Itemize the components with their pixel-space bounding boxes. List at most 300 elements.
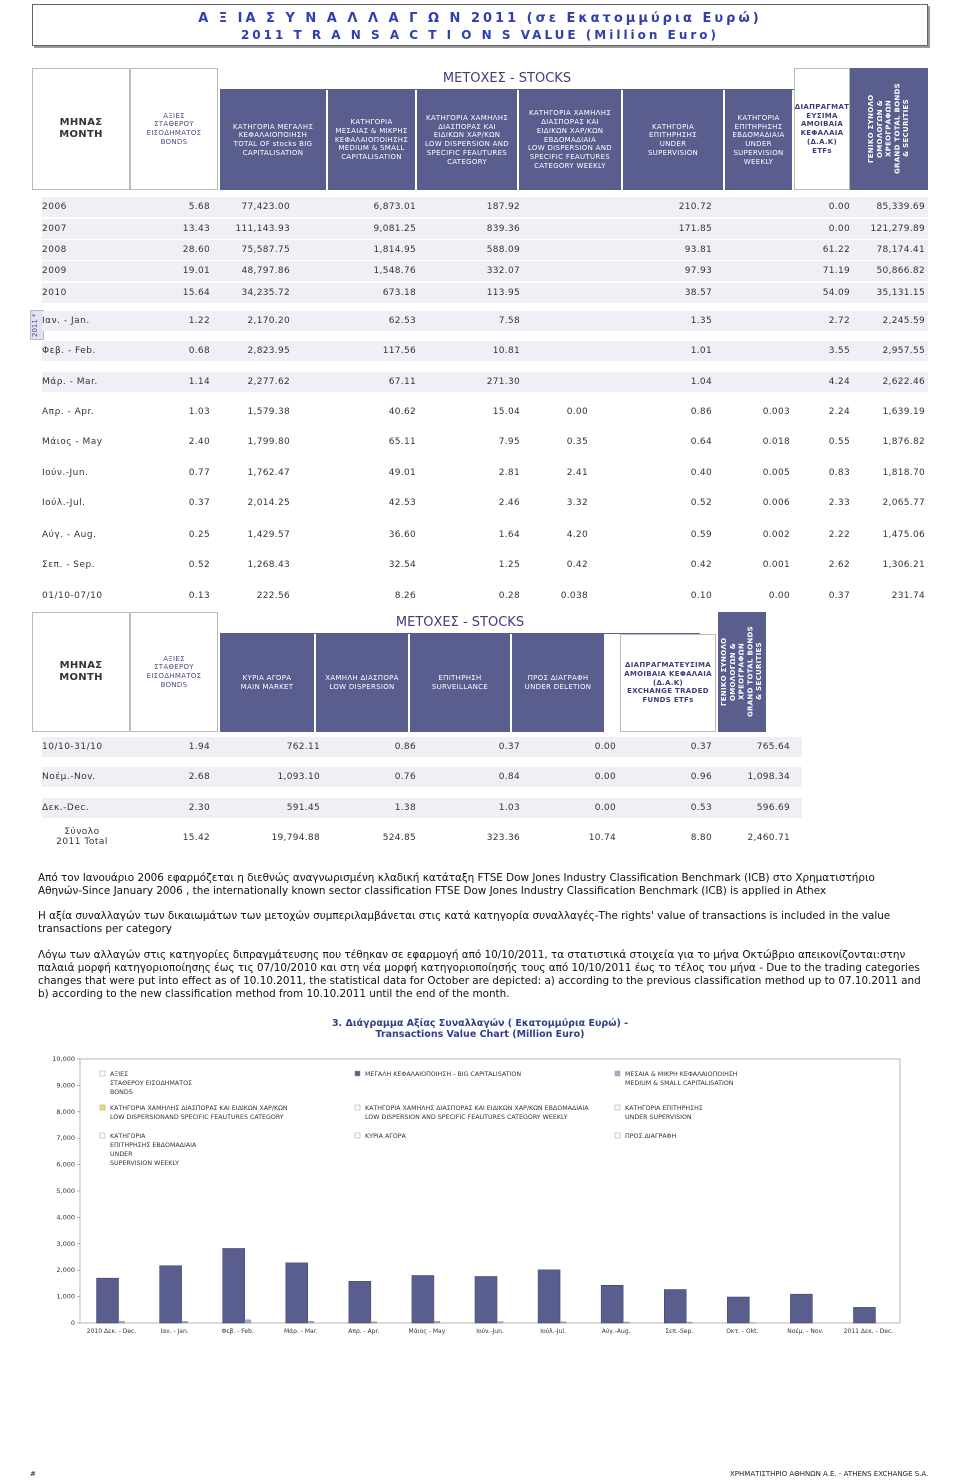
- value-cell: 65.11: [388, 437, 416, 447]
- bar-medium-small-cap: [497, 1322, 503, 1323]
- value-cell: 32.54: [388, 560, 416, 570]
- value-cell: 1,093.10: [277, 772, 320, 782]
- month-row-label: Ιούν.-Jun.: [42, 468, 89, 478]
- legend-swatch: [355, 1105, 360, 1110]
- footer-mark: #: [30, 1470, 36, 1478]
- value-cell: 673.18: [382, 288, 416, 298]
- value-cell: 0.006: [762, 498, 790, 508]
- header-line: ΟΜΟΛΟΓΩΝ &: [728, 642, 737, 702]
- header-line: ETFs: [812, 146, 832, 155]
- header-line: ΚΕΦΑΛΑΙΟΠΟΙΗΣΗ: [238, 131, 308, 140]
- value-cell: 171.85: [678, 224, 712, 234]
- value-cell: 0.52: [690, 498, 712, 508]
- report-title-box: [32, 4, 928, 46]
- bottom-row-label: 10/10-31/10: [42, 742, 103, 752]
- legend-label: ΚΑΤΗΓΟΡΙΑ: [110, 1133, 146, 1140]
- bar-big-cap: [790, 1294, 812, 1323]
- header-line: 2011 Total: [56, 837, 108, 847]
- x-tick-label: Σεπ.-Sep.: [665, 1328, 694, 1335]
- value-cell: 210.72: [678, 202, 712, 212]
- header-line: ΕΙΔΙΚΩΝ ΧΑΡ/ΚΩΝ: [433, 131, 501, 140]
- value-cell: 36.60: [388, 530, 416, 540]
- value-cell: 4.20: [566, 530, 588, 540]
- header-line: ΟΜΟΛΟΓΩΝ &: [875, 99, 884, 159]
- x-tick-label: Απρ. - Apr.: [348, 1328, 380, 1335]
- value-cell: 0.00: [594, 772, 616, 782]
- value-cell: 1.64: [498, 530, 520, 540]
- x-tick-label: Ιαν. - Jan.: [160, 1328, 189, 1335]
- x-tick-label: Ιούν.-Jun.: [476, 1328, 504, 1335]
- value-cell: 0.005: [762, 468, 790, 478]
- year-row-2010-label: 2010: [42, 288, 67, 298]
- value-cell: 0.00: [828, 224, 850, 234]
- value-cell: 54.09: [822, 288, 850, 298]
- header-line: ΔΙΑΣΠΟΡΑΣ ΚΑΙ: [438, 122, 496, 131]
- bottom-column-header-5: [512, 634, 604, 732]
- header-line: SUPERVISION: [733, 148, 784, 157]
- value-cell: 0.86: [394, 742, 416, 752]
- header-line: ΕΠΙΤΗΡΗΣΗΣ: [734, 122, 783, 131]
- value-cell: 2.40: [188, 437, 210, 447]
- header-line: ΔΙΑΠΡΑΓΜΑΤ: [794, 102, 850, 111]
- value-cell: 1.35: [690, 316, 712, 326]
- header-line: ΑΜΟΙΒΑΙΑ ΚΕΦΑΛΑΙΑ: [624, 669, 712, 678]
- header-line: ΕΙΔΙΚΩΝ ΧΑΡ/ΚΩΝ: [536, 126, 604, 135]
- value-cell: 1,876.82: [882, 437, 925, 447]
- report-title-english: 2011 T R A N S A C T I O N S VALUE (Million Euro): [240, 28, 720, 42]
- bar-big-cap: [853, 1307, 875, 1323]
- value-cell: 1,098.34: [747, 772, 790, 782]
- value-cell: 0.37: [498, 742, 520, 752]
- header-line: CAPITALISATION: [242, 148, 304, 157]
- y-tick-label: 5,000: [56, 1187, 75, 1195]
- value-cell: 524.85: [382, 833, 416, 843]
- value-cell: 0.00: [594, 803, 616, 813]
- header-line: ΕΥΣΙΜΑ: [806, 111, 838, 120]
- y-tick-label: 8,000: [56, 1107, 75, 1116]
- note-rights: Η αξία συναλλαγών των δικαιωμάτων των μετοχών συμπεριλαμβάνεται στις κατά κατηγορία συναλλαγές-The rights' value of transactions is included in the value transactions per category: [38, 910, 891, 935]
- column-header-6: [623, 90, 723, 190]
- value-cell: 5.68: [188, 202, 210, 212]
- year-row-2007-label: 2007: [42, 224, 67, 234]
- value-cell: 2.22: [828, 530, 850, 540]
- bottom-column-header-4: [410, 634, 510, 732]
- header-line: ΕΠΙΤΗΡΗΣΗ: [438, 674, 482, 683]
- legend-label: ΚΑΤΗΓΟΡΙΑ ΧΑΜΗΛΗΣ ΔΙΑΣΠΟΡΑΣ ΚΑΙ ΕΙΔΙΚΩΝ ΧΑΡ/ΚΩΝ ΕΒΔΟΜΑΔΙΑΙΑ: [365, 1105, 589, 1112]
- value-cell: 0.00: [768, 591, 790, 601]
- year-row-2008-label: 2008: [42, 245, 67, 255]
- header-line: UNDER: [745, 140, 772, 148]
- value-cell: 48,797.86: [241, 266, 290, 276]
- header-line: ΕΙΣΟΔΗΜΑΤΟΣ: [146, 129, 202, 137]
- month-row-label: Ιαν. - Jan.: [42, 316, 90, 326]
- header-line: ΜΕΣΑΙΑΣ & ΜΙΚΡΗΣ: [335, 126, 408, 135]
- header-line: ΑΜΟΙΒΑΙΑ: [800, 120, 844, 129]
- value-cell: 77,423.00: [241, 202, 290, 212]
- legend-label: ΚΑΤΗΓΟΡΙΑ ΕΠΙΤΗΡΗΣΗΣ: [625, 1105, 703, 1112]
- value-cell: 15.64: [182, 288, 210, 298]
- legend-swatch: [100, 1133, 105, 1138]
- value-cell: 71.19: [822, 266, 850, 276]
- value-cell: 1,306.21: [882, 560, 925, 570]
- value-cell: 1,818.70: [882, 468, 925, 478]
- value-cell: 2,957.55: [882, 346, 925, 356]
- value-cell: 187.92: [486, 202, 520, 212]
- value-cell: 2,823.95: [247, 346, 290, 356]
- value-cell: 121,279.89: [870, 224, 925, 234]
- value-cell: 9,081.25: [373, 224, 416, 234]
- value-cell: 8.26: [394, 591, 416, 601]
- header-line: ΠΡΟΣ ΔΙΑΓΡΑΦΗ: [527, 674, 589, 683]
- header-line: GRAND TOTAL BONDS: [746, 626, 755, 718]
- bar-medium-small-cap: [119, 1321, 125, 1323]
- value-cell: 1.14: [188, 377, 210, 387]
- header-line: MONTH: [59, 129, 103, 140]
- x-tick-label: Νοέμ. - Nov.: [787, 1328, 824, 1335]
- value-cell: 0.83: [828, 468, 850, 478]
- value-cell: 6,873.01: [373, 202, 416, 212]
- bar-big-cap: [97, 1278, 119, 1323]
- bar-medium-small-cap: [245, 1320, 251, 1323]
- bar-medium-small-cap: [623, 1322, 629, 1323]
- value-cell: 1,579.38: [247, 407, 290, 417]
- chart-title-line1: 3. Διάγραμμα Αξίας Συναλλαγών ( Εκατομμύρια Ευρώ) -: [331, 1018, 629, 1029]
- value-cell: 19.01: [182, 266, 210, 276]
- legend-swatch: [355, 1133, 360, 1138]
- value-cell: 34,235.72: [241, 288, 290, 298]
- column-header-5: [519, 90, 621, 190]
- value-cell: 0.10: [690, 591, 712, 601]
- value-cell: 1.38: [394, 803, 416, 813]
- legend-label: ΑΞΙΕΣ: [110, 1071, 129, 1078]
- value-cell: 2.46: [498, 498, 520, 508]
- value-cell: 839.36: [486, 224, 520, 234]
- value-cell: 0.001: [762, 560, 790, 570]
- bottom-column-header-3: [316, 634, 408, 732]
- value-cell: 0.00: [828, 202, 850, 212]
- header-line: (Δ.Α.Κ): [652, 678, 684, 687]
- header-line: ΚΑΤΗΓΟΡΙΑ ΜΕΓΑΛΗΣ: [232, 122, 314, 131]
- value-cell: 2,170.20: [247, 316, 290, 326]
- bar-big-cap: [160, 1266, 182, 1323]
- header-line: ΕΒΔΟΜΑΔΙΑΙΑ: [732, 131, 785, 140]
- value-cell: 10.81: [492, 346, 520, 356]
- value-cell: 765.64: [756, 742, 790, 752]
- bar-big-cap: [412, 1275, 434, 1323]
- x-tick-label: Μάρ. - Mar.: [284, 1328, 318, 1335]
- legend-label: LOW DISPERSION AND SPECIFIC FEAUTURES CATEGORY WEEKLY: [365, 1114, 568, 1121]
- bottom-stocks-group-header: ΜΕΤΟΧΕΣ - STOCKS: [220, 612, 700, 634]
- header-line: & SECURITIES: [755, 643, 764, 701]
- value-cell: 0.86: [690, 407, 712, 417]
- grand-total-header: [850, 68, 928, 190]
- bottom-row-label: Νοέμ.-Nov.: [42, 772, 96, 782]
- header-line: UNDER: [659, 140, 687, 148]
- chart-subtitle: Transactions Value Chart (Million Euro): [375, 1029, 585, 1040]
- value-cell: 117.56: [382, 346, 416, 356]
- header-line: ΔΙΑΠΡΑΓΜΑΤΕΥΣΙΜΑ: [625, 661, 711, 670]
- legend-label: ΚΑΤΗΓΟΡΙΑ ΧΑΜΗΛΗΣ ΔΙΑΣΠΟΡΑΣ ΚΑΙ ΕΙΔΙΚΩΝ ΧΑΡ/ΚΩΝ: [110, 1105, 288, 1112]
- value-cell: 0.53: [690, 803, 712, 813]
- value-cell: 231.74: [891, 591, 925, 601]
- value-cell: 113.95: [486, 288, 520, 298]
- header-line: & SECURITIES: [902, 100, 911, 158]
- legend-swatch: [615, 1133, 620, 1138]
- x-tick-label: 2010 Δεκ. - Dec.: [86, 1328, 137, 1335]
- stocks-group-header: ΜΕΤΟΧΕΣ - STOCKS: [220, 68, 794, 90]
- y-tick-label: 1,000: [56, 1292, 75, 1301]
- header-line: ΕΠΙΤΗΡΗΣΗΣ: [649, 131, 697, 140]
- value-cell: 323.36: [486, 833, 520, 843]
- value-cell: 0.42: [690, 560, 712, 570]
- legend-label: LOW DISPERSIONAND SPECIFIC FEAUTURES CATEGORY: [110, 1114, 284, 1121]
- value-cell: 15.04: [492, 407, 520, 417]
- header-line: ΚΑΤΗΓΟΡΙΑ: [737, 113, 780, 122]
- value-cell: 62.53: [388, 316, 416, 326]
- x-tick-label: Αύγ.-Aug.: [601, 1328, 631, 1335]
- value-cell: 1.01: [690, 346, 712, 356]
- month-row-label: Φεβ. - Feb.: [42, 346, 96, 356]
- header-line: ΜΗΝΑΣ: [59, 659, 103, 671]
- chart-title: [280, 1018, 680, 1040]
- value-cell: 0.52: [188, 560, 210, 570]
- column-header-7: [725, 90, 792, 190]
- legend-swatch: [355, 1071, 360, 1076]
- value-cell: 0.55: [828, 437, 850, 447]
- value-cell: 0.42: [566, 560, 588, 570]
- month-row-label: Σεπ. - Sep.: [42, 560, 96, 570]
- value-cell: 7.58: [498, 316, 520, 326]
- value-cell: 2.68: [188, 772, 210, 782]
- x-tick-label: 2011 Δεκ. - Dec.: [843, 1328, 894, 1335]
- header-line: ΚΑΤΗΓΟΡΙΑ ΧΑΜΗΛΗΣ: [425, 113, 509, 122]
- value-cell: 596.69: [756, 803, 790, 813]
- month-row-label: Μάρ. - Mar.: [42, 377, 98, 387]
- legend-label: ΕΠΙΤΗΡΗΣΗΣ ΕΒΔΟΜΑΔΙΑΙΑ: [110, 1142, 197, 1149]
- value-cell: 1,475.06: [882, 530, 925, 540]
- note-icb: Από τον Ιανουάριο 2006 εφαρμόζεται η διεθνώς αναγνωρισμένη κλαδική κατάταξη FTSE Dow Jones Industry Classification Benchmark (ICB) στο Χρηματιστήριο Αθηνών-Since January 2006 , the internationally known sector classification FTSE Dow Jones Industry Classification Benchmark (ICB) is applied in Athex: [38, 872, 875, 897]
- y-tick-label: 3,000: [56, 1239, 75, 1248]
- value-cell: 78,174.41: [876, 245, 925, 255]
- x-tick-label: Φεβ. - Feb.: [221, 1328, 254, 1335]
- bar-medium-small-cap: [308, 1321, 314, 1323]
- legend-swatch: [100, 1071, 105, 1076]
- value-cell: 0.00: [594, 742, 616, 752]
- value-cell: 2.30: [188, 803, 210, 813]
- value-cell: 4.24: [828, 377, 850, 387]
- value-cell: 2.41: [566, 468, 588, 478]
- value-cell: 1,762.47: [247, 468, 290, 478]
- value-cell: 591.45: [286, 803, 320, 813]
- value-cell: 38.57: [684, 288, 712, 298]
- header-line: SURVEILLANCE: [431, 683, 489, 691]
- header-line: WEEKLY: [743, 157, 774, 166]
- x-tick-label: Μάιος - May: [408, 1328, 446, 1335]
- total-row-label: [42, 827, 122, 847]
- header-line: ΚΑΤΗΓΟΡΙΑ ΧΑΜΗΛΗΣ: [528, 109, 612, 118]
- header-line: EXCHANGE TRADED: [627, 687, 709, 696]
- header-line: ΣΤΑΘΕΡΟΥ: [154, 663, 194, 672]
- value-cell: 3.32: [566, 498, 588, 508]
- legend-label: ΚΥΡΙΑ ΑΓΟΡΑ: [365, 1133, 406, 1140]
- column-header-4: [417, 90, 517, 190]
- value-cell: 1.94: [188, 742, 210, 752]
- value-cell: 111,143.93: [235, 224, 290, 234]
- legend-label: ΜΕΓΑΛΗ ΚΕΦΑΛΑΙΟΠΟΙΗΣΗ - BIG CAPITALISATION: [365, 1071, 522, 1078]
- value-cell: 1,799.80: [247, 437, 290, 447]
- bottom-grand-total-header: [718, 612, 766, 732]
- value-cell: 332.07: [486, 266, 520, 276]
- header-line: GRAND TOTAL BONDS: [893, 83, 902, 175]
- value-cell: 2,014.25: [247, 498, 290, 508]
- value-cell: 0.59: [690, 530, 712, 540]
- value-cell: 2,245.59: [882, 316, 925, 326]
- value-cell: 42.53: [388, 498, 416, 508]
- bottom-column-header-2: [220, 634, 314, 732]
- value-cell: 8.80: [690, 833, 712, 843]
- value-cell: 10.74: [588, 833, 616, 843]
- legend-swatch: [100, 1105, 105, 1110]
- value-cell: 0.84: [498, 772, 520, 782]
- legend-label: SUPERVISION WEEKLY: [110, 1160, 179, 1167]
- value-cell: 0.25: [188, 530, 210, 540]
- legend-label: UNDER: [110, 1151, 133, 1158]
- header-line: ΑΞΙΕΣ: [163, 654, 185, 663]
- value-cell: 15.42: [182, 833, 210, 843]
- value-cell: 0.37: [828, 591, 850, 601]
- bar-big-cap: [538, 1270, 560, 1323]
- value-cell: 0.28: [498, 591, 520, 601]
- y-tick-label: 2,000: [56, 1266, 75, 1275]
- value-cell: 2.81: [498, 468, 520, 478]
- value-cell: 49.01: [388, 468, 416, 478]
- header-line: ΧΡΕΟΓΡΑΦΩΝ: [884, 100, 893, 158]
- value-cell: 13.43: [182, 224, 210, 234]
- value-cell: 1.03: [498, 803, 520, 813]
- month-row-label: 01/10-07/10: [42, 591, 103, 601]
- y-tick-label: 4,000: [56, 1213, 75, 1222]
- legend-label: ΠΡΟΣ ΔΙΑΓΡΑΦΗ: [625, 1133, 677, 1140]
- value-cell: 0.37: [188, 498, 210, 508]
- value-cell: 3.55: [828, 346, 850, 356]
- value-cell: 75,587.75: [241, 245, 290, 255]
- value-cell: 2,065.77: [882, 498, 925, 508]
- value-cell: 0.003: [762, 407, 790, 417]
- month-row-label: Ιούλ.-Jul.: [42, 498, 86, 508]
- header-line: LOW DISPERSION AND: [527, 144, 612, 153]
- value-cell: 28.60: [182, 245, 210, 255]
- header-line: ΕΙΣΟΔΗΜΑΤΟΣ: [146, 672, 202, 680]
- header-line: ΣΤΑΘΕΡΟΥ: [154, 120, 194, 129]
- header-line: ΓΕΝΙΚΟ ΣΥΝΟΛΟ: [867, 94, 876, 164]
- bar-big-cap: [664, 1290, 686, 1323]
- value-cell: 1,268.43: [247, 560, 290, 570]
- value-cell: 0.00: [566, 407, 588, 417]
- header-line: CATEGORY: [447, 157, 487, 166]
- value-cell: 35,131.15: [876, 288, 925, 298]
- x-tick-label: Ιούλ.-Jul.: [540, 1328, 566, 1335]
- value-cell: 0.35: [566, 437, 588, 447]
- header-line: FUNDS ETFs: [642, 696, 694, 705]
- header-line: ΔΙΑΣΠΟΡΑΣ ΚΑΙ: [541, 118, 599, 127]
- header-line: ΧΡΕΟΓΡΑΦΩΝ: [737, 643, 746, 701]
- value-cell: 1.25: [498, 560, 520, 570]
- y-tick-label: 9,000: [56, 1081, 75, 1090]
- value-cell: 0.002: [762, 530, 790, 540]
- value-cell: 85,339.69: [876, 202, 925, 212]
- legend-swatch: [615, 1105, 620, 1110]
- value-cell: 0.77: [188, 468, 210, 478]
- value-cell: 2.62: [828, 560, 850, 570]
- bar-big-cap: [349, 1281, 371, 1323]
- header-line: UNDER DELETION: [524, 683, 592, 691]
- value-cell: 1,814.95: [373, 245, 416, 255]
- value-cell: 19,794.88: [271, 833, 320, 843]
- column-header-2: [220, 90, 326, 190]
- header-line: TOTAL OF stocks BIG: [233, 140, 313, 148]
- header-line: CATEGORY WEEKLY: [534, 161, 606, 170]
- value-cell: 2.24: [828, 407, 850, 417]
- bottom-column-header-6: [620, 634, 716, 732]
- value-cell: 61.22: [822, 245, 850, 255]
- month-row-label: Μάιος - May: [42, 437, 103, 447]
- value-cell: 2,622.46: [882, 377, 925, 387]
- y-tick-label: 7,000: [56, 1134, 75, 1143]
- month-header-cell: [32, 68, 130, 190]
- bar-big-cap: [727, 1297, 749, 1323]
- value-cell: 588.09: [486, 245, 520, 255]
- value-cell: 0.018: [762, 437, 790, 447]
- value-cell: 40.62: [388, 407, 416, 417]
- value-cell: 0.13: [188, 591, 210, 601]
- y-tick-label: 0: [70, 1319, 75, 1327]
- value-cell: 67.11: [388, 377, 416, 387]
- value-cell: 1.04: [690, 377, 712, 387]
- header-line: ΜΗΝΑΣ: [59, 116, 103, 128]
- transactions-value-chart: [30, 1045, 930, 1345]
- header-line: LOW DISPERSION AND: [424, 140, 509, 148]
- header-line: (Δ.Α.Κ): [806, 137, 838, 146]
- bar-medium-small-cap: [560, 1322, 566, 1323]
- value-cell: 0.96: [690, 772, 712, 782]
- footer-exchange-name: ΧΡΗΜΑΤΙΣΤΗΡΙΟ ΑΘΗΝΩΝ Α.Ε. - ATHENS EXCHANGE S.A.: [730, 1470, 929, 1478]
- header-line: MEDIUM & SMALL: [338, 144, 405, 153]
- legend-label: UNDER SUPERVISION: [625, 1114, 692, 1121]
- header-line: ΚΕΦΑΛΑΙΟΠΟΙΗΣΗΣ: [334, 135, 409, 144]
- bar-big-cap: [601, 1285, 623, 1323]
- header-line: CAPITALISATION: [341, 153, 402, 162]
- header-line: ΚΑΤΗΓΟΡΙΑ: [651, 122, 695, 131]
- grand-total-header-text: [867, 83, 911, 174]
- value-cell: 1,639.19: [882, 407, 925, 417]
- value-cell: 2,460.71: [747, 833, 790, 843]
- header-line: SPECIFIC FEAUTURES: [426, 148, 508, 157]
- value-cell: 222.56: [256, 591, 290, 601]
- bottom-column-header-1: [130, 612, 218, 732]
- header-line: LOW DISPERSION: [329, 683, 395, 691]
- legend-swatch: [615, 1071, 620, 1076]
- bar-medium-small-cap: [371, 1322, 377, 1323]
- value-cell: 93.81: [684, 245, 712, 255]
- value-cell: 2,277.62: [247, 377, 290, 387]
- header-line: Σύνολο: [64, 827, 100, 837]
- value-cell: 0.37: [690, 742, 712, 752]
- bar-big-cap: [286, 1263, 308, 1323]
- year-row-2006-label: 2006: [42, 202, 67, 212]
- bottom-row-label: Δεκ.-Dec.: [42, 803, 90, 813]
- bar-big-cap: [475, 1276, 497, 1323]
- header-line: ΓΕΝΙΚΟ ΣΥΝΟΛΟ: [720, 637, 729, 707]
